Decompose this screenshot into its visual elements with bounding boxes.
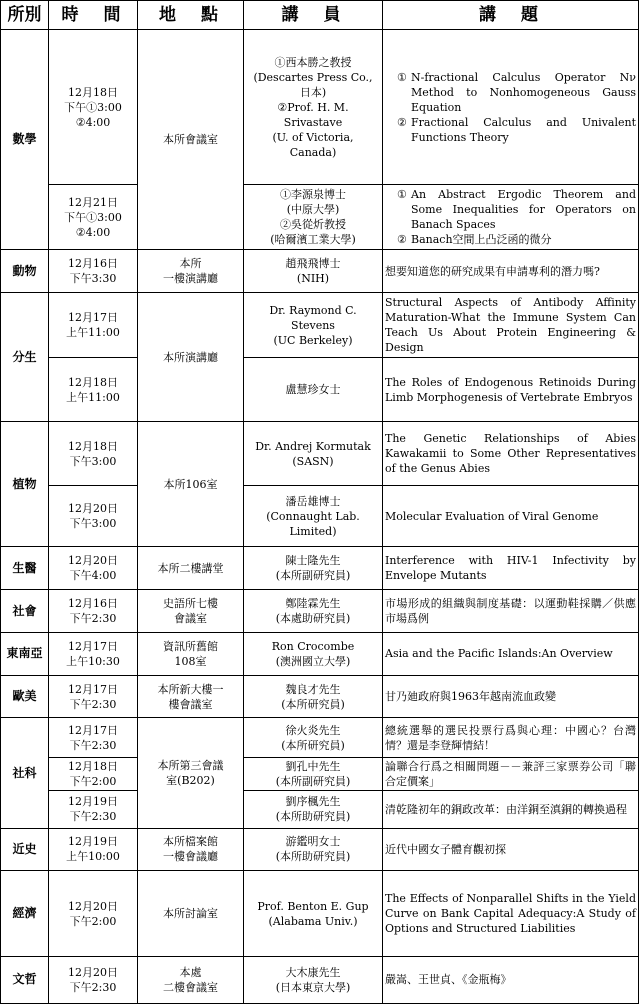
speaker-line: (本所助研究員): [275, 810, 351, 824]
time-line: 上午10:30: [66, 654, 120, 668]
place-line: 史語所七樓: [163, 597, 218, 611]
time-line: 12月20日: [68, 965, 118, 979]
speaker-line: (U. of Victoria,: [272, 130, 354, 144]
speaker-cell: [244, 758, 383, 791]
topic-item: [397, 232, 636, 247]
time-line: 12月21日: [68, 195, 118, 209]
speaker-line: 游鑑明女士: [285, 835, 341, 849]
table-row: [1, 292, 639, 357]
table-row: [1, 486, 639, 547]
place-line: 本處: [179, 965, 202, 979]
speaker-line: (本所研究員): [281, 697, 345, 711]
header-topic: 講 題: [383, 1, 639, 30]
topic-text: Fractional Calculus and Univalent Functions Theory: [411, 115, 636, 144]
speaker-line: (本處助研究員): [275, 612, 351, 626]
speaker-line: ①西本勝之教授: [274, 55, 352, 69]
time-line: 上午10:00: [66, 850, 120, 864]
topic-item: [397, 115, 636, 145]
speaker-line: Stevens: [291, 318, 335, 332]
time-line: 12月17日: [68, 639, 118, 653]
time-line: 下午2:30: [69, 810, 117, 824]
time-line: 下午①3:00: [64, 210, 122, 224]
time-cell: [49, 758, 138, 791]
speaker-line: ①李源泉博士: [280, 188, 346, 202]
speaker-cell: [244, 956, 383, 1003]
topic-cell: [383, 30, 639, 185]
speaker-line: (本所研究員): [281, 738, 345, 752]
header-row: [1, 1, 639, 30]
speaker-line: 大木康先生: [285, 965, 341, 979]
time-line: 12月19日: [68, 835, 118, 849]
place-cell: [138, 250, 244, 293]
time-line: 12月17日: [68, 723, 118, 737]
place-cell: 本所106室: [138, 422, 244, 547]
time-line: 12月16日: [68, 597, 118, 611]
table-row: [1, 590, 639, 633]
speaker-cell: [244, 422, 383, 486]
topic-cell: The Effects of Nonparallel Shifts in the Yield Curve on Bank Capital Adequacy:A Study of Options and Structured Liabilities: [383, 871, 639, 957]
time-line: ②4:00: [75, 115, 111, 129]
speaker-cell: [244, 547, 383, 590]
schedule-body: [1, 30, 639, 1004]
time-cell: [49, 486, 138, 547]
place-line: 一樓會議廳: [163, 850, 218, 864]
time-cell: [49, 30, 138, 185]
speaker-cell: [244, 675, 383, 718]
topic-item: [397, 70, 636, 115]
time-line: 12月18日: [68, 85, 118, 99]
table-row: [1, 956, 639, 1003]
speaker-line: 日本): [299, 85, 327, 99]
time-line: 上午11:00: [66, 390, 120, 404]
time-line: 上午11:00: [66, 326, 120, 340]
place-line: 二樓會議室: [163, 980, 218, 994]
place-line: 本所: [179, 257, 202, 271]
speaker-line: (本所副研究員): [275, 569, 351, 583]
speaker-cell: [244, 358, 383, 422]
table-row: [1, 250, 639, 293]
time-line: 12月18日: [68, 375, 118, 389]
header-place: 地 點: [138, 1, 244, 30]
speaker-line: Dr. Andrej Kormutak: [255, 439, 371, 453]
time-line: 下午3:00: [69, 517, 117, 531]
place-line: 本所第三會議: [157, 759, 224, 773]
topic-item: [397, 187, 636, 232]
speaker-line: 魏良才先生: [285, 682, 341, 696]
speaker-line: 潘岳雄博士: [285, 494, 341, 508]
place-line: 一樓演講廳: [163, 272, 218, 286]
speaker-cell: [244, 590, 383, 633]
place-line: 本所檔案館: [163, 835, 218, 849]
speaker-line: (Alabama Univ.): [268, 914, 358, 928]
place-line: 室(B202): [166, 774, 215, 788]
place-cell: [138, 632, 244, 675]
speaker-cell: [244, 250, 383, 293]
table-row: [1, 632, 639, 675]
speaker-line: ②Prof. H. M.: [277, 100, 349, 114]
place-cell: 本所演講廳: [138, 292, 244, 421]
time-line: 12月18日: [68, 760, 118, 774]
topic-cell: [383, 185, 639, 250]
division-cell: 東南亞: [1, 632, 49, 675]
place-cell: [138, 590, 244, 633]
speaker-cell: [244, 718, 383, 758]
header-time: 時 間: [49, 1, 138, 30]
time-line: 下午①3:00: [64, 100, 122, 114]
speaker-line: (Connaught Lab.: [266, 509, 360, 523]
topic-cell: Molecular Evaluation of Viral Genome: [383, 486, 639, 547]
speaker-cell: [244, 871, 383, 957]
topic-cell: 總統選舉的選民投票行爲與心理：中國心？台灣情？還是李登輝情結！: [383, 718, 639, 758]
speaker-line: (本所副研究員): [275, 775, 351, 789]
topic-cell: 市場形成的組織與制度基礎：以運動鞋採購／供應市場爲例: [383, 590, 639, 633]
time-line: 下午2:00: [69, 775, 117, 789]
place-cell: 本所二樓講堂: [138, 547, 244, 590]
place-cell: 本所討論室: [138, 871, 244, 957]
topic-cell: The Genetic Relationships of Abies Kawakamii to Some Other Representatives of the Genus Abies: [383, 422, 639, 486]
speaker-line: 鄭陸霖先生: [285, 597, 341, 611]
topic-cell: 甘乃廸政府與1963年越南流血政變: [383, 675, 639, 718]
topic-cell: The Roles of Endogenous Retinoids During Limb Morphogenesis of Vertebrate Embryos: [383, 358, 639, 422]
time-cell: [49, 422, 138, 486]
table-row: [1, 791, 639, 828]
time-cell: [49, 828, 138, 871]
time-cell: [49, 292, 138, 357]
speaker-line: 趙飛飛博士: [285, 257, 341, 271]
time-line: 下午3:00: [69, 454, 117, 468]
time-line: 下午2:30: [69, 612, 117, 626]
division-cell: 數學: [1, 30, 49, 250]
time-line: 12月20日: [68, 899, 118, 913]
speaker-line: (Descartes Press Co.,: [253, 70, 373, 84]
speaker-cell: [244, 30, 383, 185]
topic-cell: 近代中國女子體育觀初探: [383, 828, 639, 871]
time-cell: [49, 590, 138, 633]
topic-list: [385, 187, 636, 247]
division-cell: 社會: [1, 590, 49, 633]
division-cell: 植物: [1, 422, 49, 547]
time-line: 下午4:00: [69, 569, 117, 583]
table-row: [1, 675, 639, 718]
speaker-line: Limited): [289, 524, 337, 538]
table-row: [1, 718, 639, 758]
speaker-line: (哈爾濱工業大學): [270, 233, 356, 247]
place-line: 本所新大樓一: [157, 682, 224, 696]
speaker-line: (本所助研究員): [275, 850, 351, 864]
topic-cell: Structural Aspects of Antibody Affinity Maturation-What the Immune System Can Teach Us About Protein Engineering & Design: [383, 292, 639, 357]
time-line: 下午2:30: [69, 738, 117, 752]
division-cell: 生醫: [1, 547, 49, 590]
topic-list: [385, 70, 636, 145]
speaker-line: (SASN): [292, 454, 334, 468]
time-cell: [49, 791, 138, 828]
time-line: 12月18日: [68, 439, 118, 453]
topic-cell: 清乾隆初年的銅政改革：由洋銅至滇銅的轉換過程: [383, 791, 639, 828]
speaker-line: Prof. Benton E. Gup: [257, 899, 369, 913]
place-line: 樓會議室: [168, 697, 213, 711]
topic-cell: Interference with HIV-1 Infectivity by Envelope Mutants: [383, 547, 639, 590]
speaker-cell: [244, 292, 383, 357]
topic-text: N-fractional Calculus Operator Nν Method to Nonhomogeneous Gauss Equation: [411, 70, 636, 114]
speaker-cell: [244, 828, 383, 871]
time-cell: [49, 871, 138, 957]
table-row: [1, 547, 639, 590]
division-cell: 經濟: [1, 871, 49, 957]
speaker-cell: [244, 791, 383, 828]
time-line: 12月17日: [68, 682, 118, 696]
speaker-line: Dr. Raymond C.: [269, 303, 357, 317]
table-row: [1, 871, 639, 957]
time-line: 12月17日: [68, 311, 118, 325]
speaker-cell: [244, 632, 383, 675]
topic-text: Banach空間上凸泛函的微分: [411, 233, 552, 247]
division-cell: 動物: [1, 250, 49, 293]
speaker-line: (中原大學): [286, 203, 340, 217]
place-cell: [138, 718, 244, 828]
header-speaker: 講 員: [244, 1, 383, 30]
speaker-line: (NIH): [296, 272, 330, 286]
division-cell: 文哲: [1, 956, 49, 1003]
time-line: 下午2:00: [69, 914, 117, 928]
time-line: 12月16日: [68, 257, 118, 271]
time-line: ②4:00: [75, 225, 111, 239]
time-cell: [49, 956, 138, 1003]
time-cell: [49, 185, 138, 250]
speaker-line: Ron Crocombe: [271, 639, 355, 653]
place-cell: [138, 828, 244, 871]
header-division: 所別: [1, 1, 49, 30]
speaker-line: 陳士隆先生: [285, 554, 341, 568]
time-line: 下午2:30: [69, 980, 117, 994]
topic-text: An Abstract Ergodic Theorem and Some Inequalities for Operators on Banach Spaces: [411, 188, 636, 232]
place-cell: [138, 675, 244, 718]
table-row: [1, 758, 639, 791]
time-line: 12月19日: [68, 795, 118, 809]
time-cell: [49, 675, 138, 718]
speaker-line: (日本東京大學): [275, 980, 351, 994]
time-cell: [49, 718, 138, 758]
speaker-line: ②吳從炘教授: [280, 218, 346, 232]
division-cell: 分生: [1, 292, 49, 421]
time-line: 12月20日: [68, 554, 118, 568]
division-cell: 近史: [1, 828, 49, 871]
topic-cell: 想要知道您的研究成果有申請專利的潛力嗎?: [383, 250, 639, 293]
place-cell: [138, 956, 244, 1003]
speaker-line: Canada): [289, 145, 337, 159]
time-cell: [49, 547, 138, 590]
time-line: 下午3:30: [69, 272, 117, 286]
topic-cell: Asia and the Pacific Islands:An Overview: [383, 632, 639, 675]
time-line: 下午2:30: [69, 697, 117, 711]
speaker-line: (澳洲國立大學): [275, 654, 351, 668]
speaker-line: 徐火炎先生: [285, 723, 341, 737]
place-cell: 本所會議室: [138, 30, 244, 250]
topic-cell: 論聯合行爲之相關問題－－兼評三家票券公司「聯合定價案」: [383, 758, 639, 791]
time-line: 12月20日: [68, 502, 118, 516]
speaker-line: 劉孔中先生: [285, 760, 341, 774]
table-row: [1, 358, 639, 422]
speaker-line: (UC Berkeley): [273, 333, 353, 347]
place-line: 108室: [174, 654, 207, 668]
speaker-cell: [244, 486, 383, 547]
place-line: 會議室: [174, 612, 207, 626]
time-cell: [49, 358, 138, 422]
topic-cell: 嚴嵩、王世貞、《金瓶梅》: [383, 956, 639, 1003]
place-line: 資訊所舊館: [163, 639, 218, 653]
division-cell: 歐美: [1, 675, 49, 718]
speaker-cell: [244, 185, 383, 250]
speaker-line: 劉序楓先生: [285, 795, 341, 809]
speaker-line: 盧慧珍女士: [285, 383, 341, 397]
time-cell: [49, 250, 138, 293]
table-row: [1, 828, 639, 871]
division-cell: 社科: [1, 718, 49, 828]
table-row: [1, 185, 639, 250]
time-cell: [49, 632, 138, 675]
speaker-line: Srivastave: [283, 115, 343, 129]
table-row: [1, 422, 639, 486]
table-row: [1, 30, 639, 185]
